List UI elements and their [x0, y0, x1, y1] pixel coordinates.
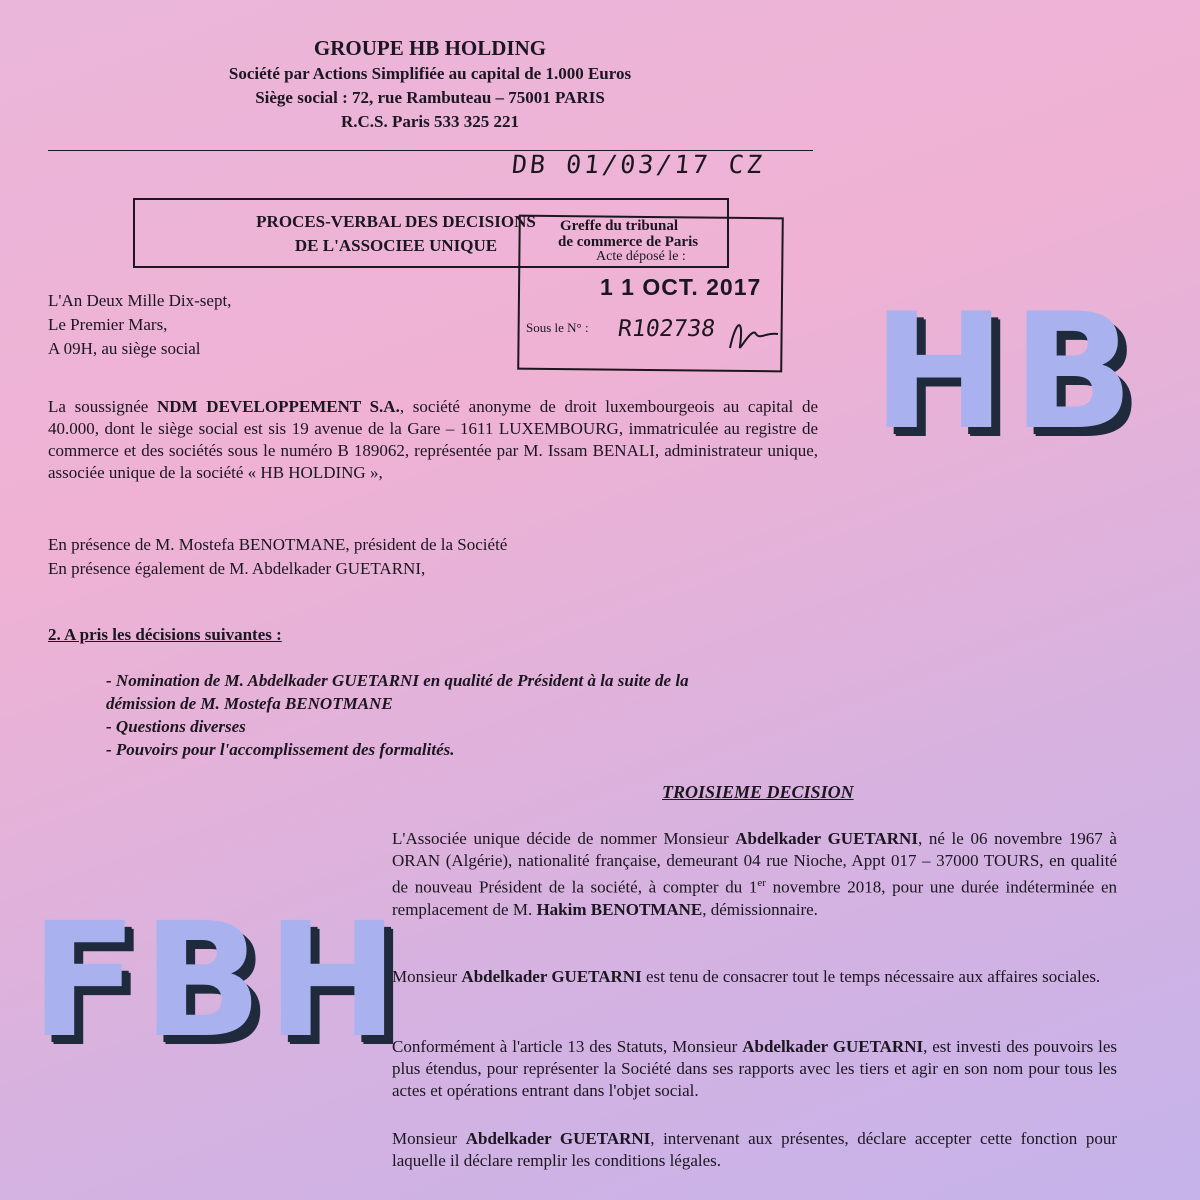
- third-decision-paragraph-2: Monsieur Abdelkader GUETARNI est tenu de consacrer tout le temps nécessaire aux affaires sociales.: [392, 967, 1101, 986]
- stamp-number: R102738: [616, 316, 717, 342]
- decision-item: - Nomination de M. Abdelkader GUETARNI en qualité de Président à la suite de la: [106, 671, 689, 690]
- signature-scribble: [722, 310, 782, 360]
- stamp-line2: de commerce de Paris: [558, 234, 699, 250]
- decisions-heading: 2. A pris les décisions suivantes :: [48, 625, 282, 644]
- third-decision-paragraph-1: L'Associée unique décide de nommer Monsieur Abdelkader GUETARNI, né le 06 novembre 1967 à ORAN (Algérie), nationalité française, demeurant 04 rue Nioche, Appt 017 – 37000 TOURS, en qualité de nouveau Président de la société, à compter du 1er novembre 2018, pour une durée indéterminée en remplacement de M. Hakim BENOTMANE, démissionnaire.: [392, 829, 1117, 919]
- overlay-text-fbh: FBH: [30, 889, 403, 1073]
- stamp-line1: Greffe du tribunal: [560, 218, 679, 234]
- decision-item: - Questions diverses: [106, 717, 246, 736]
- intro-year: L'An Deux Mille Dix-sept,: [48, 291, 232, 310]
- decision-item: - Pouvoirs pour l'accomplissement des formalités.: [106, 740, 455, 759]
- intro-date: Le Premier Mars,: [48, 315, 168, 334]
- rcs-number: R.C.S. Paris 533 325 221: [340, 112, 520, 131]
- stamp-date: 1 1 OCT. 2017: [600, 274, 762, 300]
- third-decision-paragraph-4: Monsieur Abdelkader GUETARNI, intervenant aux présentes, déclare accepter cette fonction pour laquelle il déclare remplir les conditions légales.: [392, 1129, 1117, 1170]
- legal-form: Société par Actions Simplifiée au capital de 1.000 Euros: [228, 64, 632, 83]
- document-title-line2: DE L'ASSOCIEE UNIQUE: [294, 236, 498, 255]
- overlay-text-hb: HB: [872, 278, 1140, 465]
- presence-president: En présence de M. Mostefa BENOTMANE, président de la Société: [48, 535, 508, 554]
- third-decision-paragraph-3: Conformément à l'article 13 des Statuts, Monsieur Abdelkader GUETARNI, est investi des pouvoirs les plus étendus, pour représenter la Société dans ses rapports avec les tiers et agir en son nom pour tous les actes et opérations entrant dans l'objet social.: [392, 1037, 1118, 1100]
- undersigned-paragraph: La soussignée NDM DEVELOPPEMENT S.A., société anonyme de droit luxembourgeois au capital de 40.000, dont le siège social est sis 19 avenue de la Gare – 1611 LUXEMBOURG, immatriculée au registre de commerce et des sociétés sous le numéro B 189062, représentée par M. Issam BENALI, administrateur unique, associée unique de la société « HB HOLDING »,: [48, 397, 818, 482]
- registered-address: Siège social : 72, rue Rambuteau – 75001 PARIS: [255, 88, 605, 107]
- handwritten-reference: DB 01/03/17 CZ: [510, 150, 767, 179]
- document-title-line1: PROCES-VERBAL DES DECISIONS: [256, 212, 536, 231]
- company-name: GROUPE HB HOLDING: [313, 36, 547, 60]
- intro-time-place: A 09H, au siège social: [48, 339, 201, 358]
- undersigned-company: NDM DEVELOPPEMENT S.A.: [157, 397, 400, 416]
- stamp-number-label: Sous le N° :: [526, 320, 589, 335]
- presence-guetarni: En présence également de M. Abdelkader GUETARNI,: [48, 559, 426, 578]
- third-decision-title: TROISIEME DECISION: [662, 782, 854, 802]
- decision-item: démission de M. Mostefa BENOTMANE: [106, 694, 393, 713]
- stamp-line3: Acte déposé le :: [596, 249, 686, 264]
